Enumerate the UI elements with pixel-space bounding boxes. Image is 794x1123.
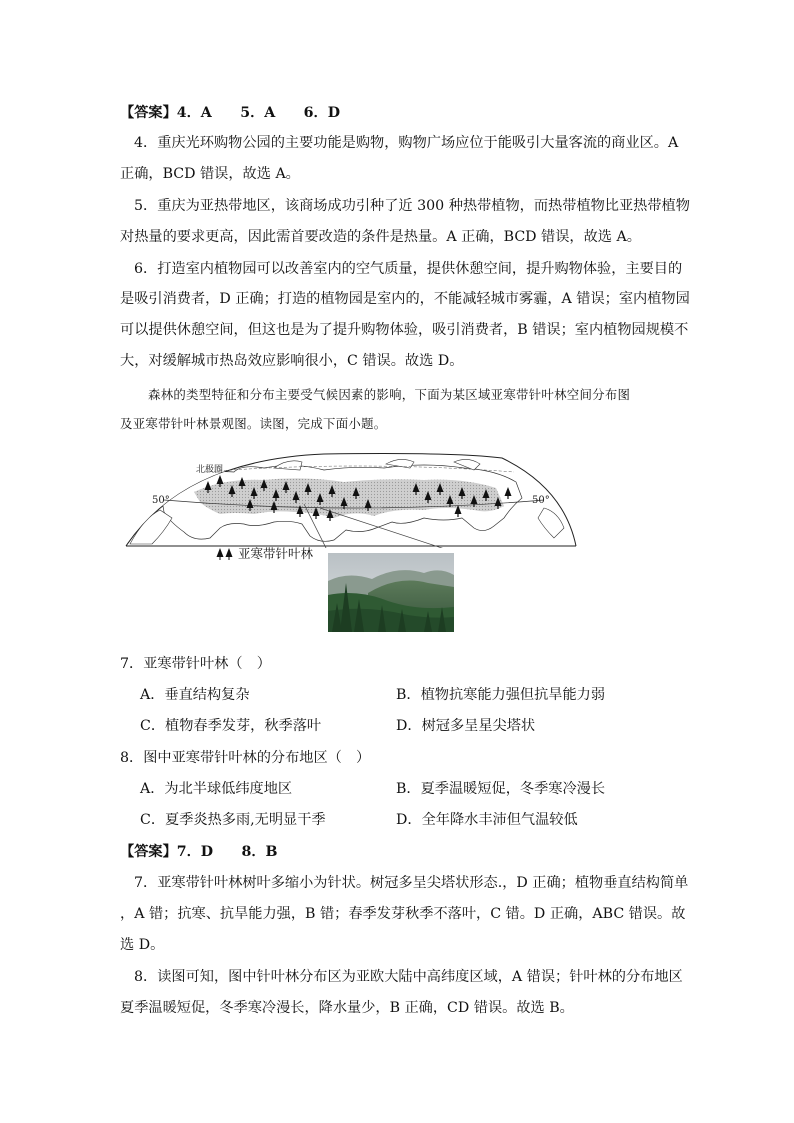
answer-line-7-8: 【答案】7．D 8．B xyxy=(120,844,278,860)
q8-explanation-line: 夏季温暖短促，冬季寒冷漫长，降水量少，B 正确，CD 错误。故选 B。 xyxy=(120,1000,574,1016)
coniferous-forest-map xyxy=(124,448,579,548)
q8-option-d: D．全年降水丰沛但气温较低 xyxy=(396,812,578,828)
legend-label: 亚寒带针叶林 xyxy=(238,546,314,561)
q6-explanation-line: 6．打造室内植物园可以改善室内的空气质量，提供休憩空间，提升购物体验，主要目的 xyxy=(134,261,683,277)
latitude-label-left: 50° xyxy=(152,495,170,506)
q7-option-c: C．植物春季发芽，秋季落叶 xyxy=(140,718,322,734)
coniferous-forest-photo xyxy=(328,553,454,632)
q8-option-c: C．夏季炎热多雨,无明显干季 xyxy=(140,812,326,828)
q5-explanation-line: 5．重庆为亚热带地区，该商场成功引种了近 300 种热带植物，而热带植物比亚热带植物 xyxy=(134,198,690,214)
q6-explanation-line: 是吸引消费者，D 正确；打造的植物园是室内的，不能减轻城市雾霾，A 错误；室内植物园 xyxy=(120,291,690,307)
q4-explanation-line: 4．重庆光环购物公园的主要功能是购物，购物广场应位于能吸引大量客流的商业区。A xyxy=(134,135,679,151)
figure-intro-line: 森林的类型特征和分布主要受气候因素的影响，下面为某区域亚寒带针叶林空间分布图 xyxy=(148,387,631,402)
map-legend xyxy=(216,546,313,562)
tree-legend-icon xyxy=(216,547,234,561)
figure-intro-line: 及亚寒带针叶林景观图。读图，完成下面小题。 xyxy=(120,416,387,431)
latitude-label-right: 50° xyxy=(532,495,550,506)
q7-option-d: D．树冠多呈星尖塔状 xyxy=(396,718,536,734)
q8-explanation-line: 8．读图可知，图中针叶林分布区为亚欧大陆中高纬度区域，A 错误；针叶林的分布地区 xyxy=(134,969,683,985)
q7-stem: 7．亚寒带针叶林（ ） xyxy=(120,656,271,672)
q7-explanation-line: ，A 错；抗寒、抗旱能力强，B 错；春季发芽秋季不落叶，C 错。D 正确，ABC 错误。故 xyxy=(120,906,686,922)
q6-explanation-line: 大，对缓解城市热岛效应影响很小，C 错误。故选 D。 xyxy=(120,353,464,369)
q7-explanation-line: 7．亚寒带针叶林树叶多缩小为针状。树冠多呈尖塔状形态.，D 正确；植物垂直结构简单 xyxy=(134,875,689,891)
q6-explanation-line: 可以提供休憩空间，但这也是为了提升购物体验，吸引消费者，B 错误；室内植物园规模不 xyxy=(120,322,689,338)
q8-stem: 8．图中亚寒带针叶林的分布地区（ ） xyxy=(120,750,371,766)
q8-option-b: B．夏季温暖短促，冬季寒冷漫长 xyxy=(396,781,606,797)
q8-option-a: A．为北半球低纬度地区 xyxy=(140,781,293,797)
arctic-circle-label: 北极圈 xyxy=(196,465,224,475)
q4-explanation-line: 正确，BCD 错误，故选 A。 xyxy=(120,166,300,182)
answer-line-4-6: 【答案】4．A 5．A 6．D xyxy=(120,105,340,121)
q7-explanation-line: 选 D。 xyxy=(120,937,165,953)
q5-explanation-line: 对热量的要求更高，因此需首要改造的条件是热量。A 正确，BCD 错误，故选 A。 xyxy=(120,229,641,245)
q7-option-a: A．垂直结构复杂 xyxy=(140,687,250,703)
q7-option-b: B．植物抗寒能力强但抗旱能力弱 xyxy=(396,687,606,703)
